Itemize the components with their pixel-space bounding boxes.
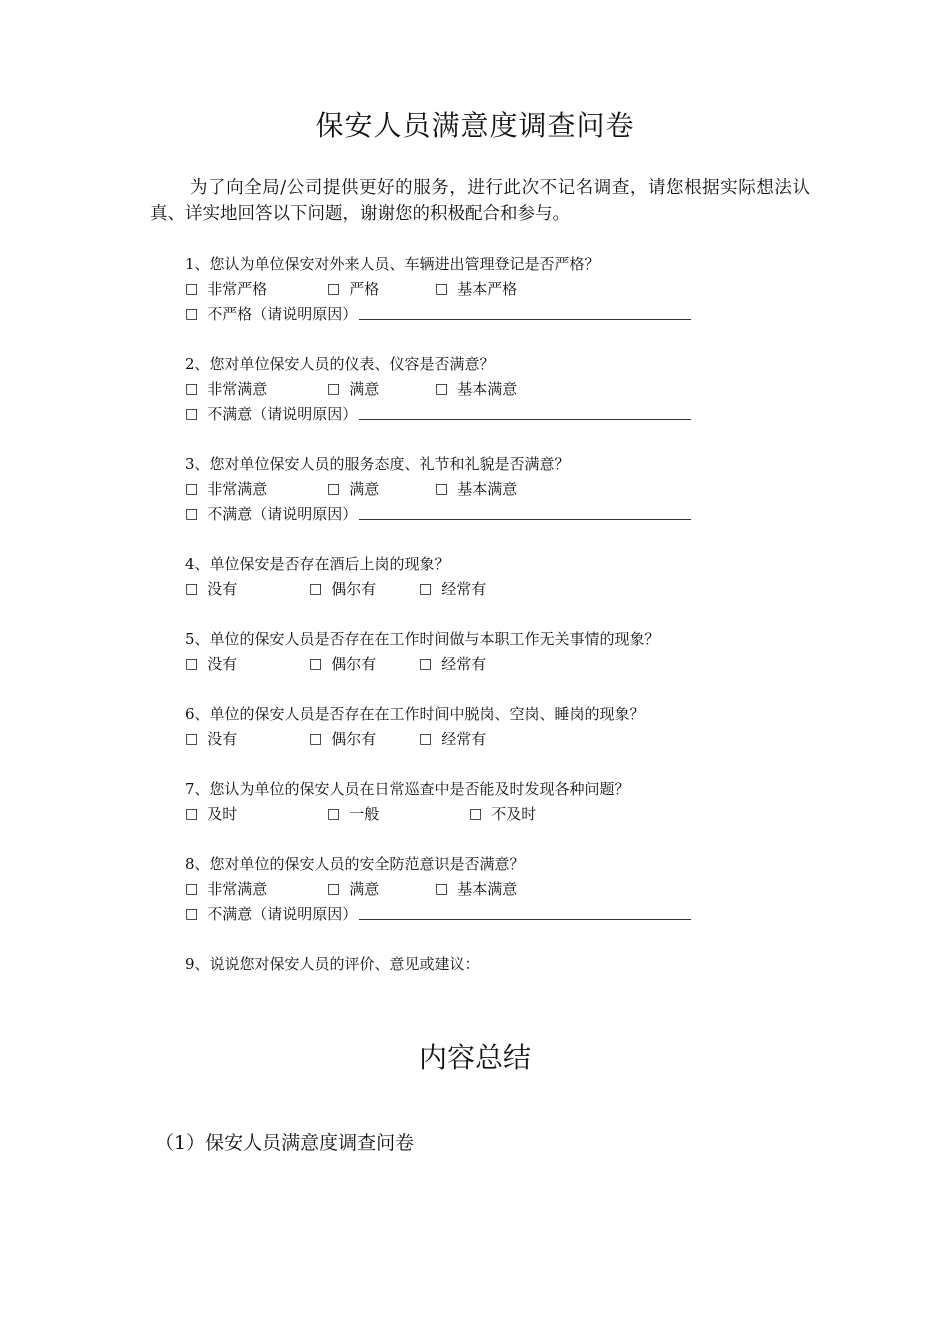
option-label: 经常有 bbox=[441, 580, 487, 598]
option-label: 基本严格 bbox=[457, 280, 518, 298]
option-checkbox[interactable] bbox=[185, 877, 327, 902]
option-checkbox[interactable] bbox=[309, 652, 419, 677]
option-label: 及时 bbox=[207, 805, 238, 823]
option-checkbox[interactable] bbox=[469, 802, 536, 827]
option-checkbox[interactable] bbox=[419, 577, 486, 602]
option-label: 满意 bbox=[349, 480, 380, 498]
checkbox-icon[interactable]: □ bbox=[327, 881, 341, 897]
question-text: 2、您对单位保安人员的仪表、仪容是否满意？ bbox=[185, 355, 495, 373]
option-label: 满意 bbox=[349, 880, 380, 898]
option-label: 非常满意 bbox=[207, 380, 268, 398]
checkbox-icon[interactable]: □ bbox=[185, 406, 199, 422]
option-checkbox[interactable] bbox=[309, 727, 419, 752]
option-checkbox[interactable] bbox=[185, 377, 327, 402]
option-checkbox[interactable] bbox=[185, 302, 357, 327]
other-option-row bbox=[185, 902, 745, 927]
option-checkbox[interactable] bbox=[185, 502, 357, 527]
summary-title: 内容总结 bbox=[418, 1041, 531, 1074]
checkbox-icon[interactable]: □ bbox=[185, 281, 199, 297]
checkbox-icon[interactable]: □ bbox=[185, 581, 199, 597]
question-7 bbox=[185, 777, 745, 827]
option-label: 不及时 bbox=[491, 805, 537, 823]
reason-blank-line[interactable] bbox=[359, 902, 691, 920]
question-text: 4、单位保安是否存在酒后上岗的现象？ bbox=[185, 555, 450, 573]
option-row bbox=[185, 877, 745, 902]
question-3 bbox=[185, 452, 745, 527]
checkbox-icon[interactable]: □ bbox=[185, 506, 199, 522]
option-label: 没有 bbox=[207, 580, 238, 598]
other-option-row bbox=[185, 302, 745, 327]
option-label: 非常严格 bbox=[207, 280, 268, 298]
question-9 bbox=[185, 952, 745, 977]
option-label: 不满意（请说明原因） bbox=[207, 405, 358, 423]
question-list bbox=[185, 252, 745, 1002]
option-label: 一般 bbox=[349, 805, 380, 823]
question-text: 7、您认为单位的保安人员在日常巡查中是否能及时发现各种问题？ bbox=[185, 780, 630, 798]
option-checkbox[interactable] bbox=[327, 477, 435, 502]
option-row bbox=[185, 652, 745, 677]
option-checkbox[interactable] bbox=[185, 402, 357, 427]
checkbox-icon[interactable]: □ bbox=[435, 481, 449, 497]
checkbox-icon[interactable]: □ bbox=[469, 806, 483, 822]
option-checkbox[interactable] bbox=[327, 277, 435, 302]
option-label: 不满意（请说明原因） bbox=[207, 905, 358, 923]
option-label: 没有 bbox=[207, 655, 238, 673]
option-checkbox[interactable] bbox=[419, 652, 486, 677]
option-label: 偶尔有 bbox=[331, 655, 377, 673]
reason-blank-line[interactable] bbox=[359, 402, 691, 420]
option-row bbox=[185, 277, 745, 302]
checkbox-icon[interactable]: □ bbox=[185, 306, 199, 322]
summary-item: （1）保安人员满意度调查问卷 bbox=[155, 1132, 415, 1154]
option-label: 经常有 bbox=[441, 730, 487, 748]
checkbox-icon[interactable]: □ bbox=[327, 481, 341, 497]
option-checkbox[interactable] bbox=[185, 802, 327, 827]
option-checkbox[interactable] bbox=[309, 577, 419, 602]
reason-blank-line[interactable] bbox=[359, 502, 691, 520]
option-row bbox=[185, 802, 745, 827]
option-checkbox[interactable] bbox=[185, 277, 327, 302]
checkbox-icon[interactable]: □ bbox=[185, 881, 199, 897]
checkbox-icon[interactable]: □ bbox=[419, 731, 433, 747]
question-text: 3、您对单位保安人员的服务态度、礼节和礼貌是否满意？ bbox=[185, 455, 570, 473]
question-5 bbox=[185, 627, 745, 677]
question-text: 8、您对单位的保安人员的安全防范意识是否满意？ bbox=[185, 855, 525, 873]
option-checkbox[interactable] bbox=[185, 727, 309, 752]
option-label: 偶尔有 bbox=[331, 730, 377, 748]
question-2 bbox=[185, 352, 745, 427]
checkbox-icon[interactable]: □ bbox=[185, 481, 199, 497]
page-title: 保安人员满意度调查问卷 bbox=[315, 109, 635, 142]
checkbox-icon[interactable]: □ bbox=[185, 731, 199, 747]
option-checkbox[interactable] bbox=[327, 802, 469, 827]
checkbox-icon[interactable]: □ bbox=[435, 381, 449, 397]
option-label: 严格 bbox=[349, 280, 380, 298]
option-label: 经常有 bbox=[441, 655, 487, 673]
checkbox-icon[interactable]: □ bbox=[185, 656, 199, 672]
option-label: 不严格（请说明原因） bbox=[207, 305, 358, 323]
intro-paragraph: 为了向全局/公司提供更好的服务，进行此次不记名调查，请您根据实际想法认真、详实地回答以下问题，谢谢您的积极配合和参与。 bbox=[150, 178, 810, 224]
option-label: 非常满意 bbox=[207, 480, 268, 498]
checkbox-icon[interactable]: □ bbox=[327, 806, 341, 822]
option-checkbox[interactable] bbox=[327, 877, 435, 902]
other-option-row bbox=[185, 402, 745, 427]
option-label: 基本满意 bbox=[457, 480, 518, 498]
checkbox-icon[interactable]: □ bbox=[185, 381, 199, 397]
option-row bbox=[185, 577, 745, 602]
option-checkbox[interactable] bbox=[435, 877, 517, 902]
option-checkbox[interactable] bbox=[185, 577, 309, 602]
checkbox-icon[interactable]: □ bbox=[419, 581, 433, 597]
checkbox-icon[interactable]: □ bbox=[327, 381, 341, 397]
checkbox-icon[interactable]: □ bbox=[309, 581, 323, 597]
checkbox-icon[interactable]: □ bbox=[327, 281, 341, 297]
option-label: 没有 bbox=[207, 730, 238, 748]
option-checkbox[interactable] bbox=[435, 377, 517, 402]
option-row bbox=[185, 377, 745, 402]
question-6 bbox=[185, 702, 745, 752]
checkbox-icon[interactable]: □ bbox=[435, 281, 449, 297]
other-option-row bbox=[185, 502, 745, 527]
checkbox-icon[interactable]: □ bbox=[185, 806, 199, 822]
option-checkbox[interactable] bbox=[435, 477, 517, 502]
option-checkbox[interactable] bbox=[419, 727, 486, 752]
question-text: 6、单位的保安人员是否存在在工作时间中脱岗、空岗、睡岗的现象？ bbox=[185, 705, 645, 723]
option-checkbox[interactable] bbox=[435, 277, 517, 302]
question-8 bbox=[185, 852, 745, 927]
option-checkbox[interactable] bbox=[185, 477, 327, 502]
question-text: 1、您认为单位保安对外来人员、车辆进出管理登记是否严格？ bbox=[185, 255, 600, 273]
question-text: 5、单位的保安人员是否存在在工作时间做与本职工作无关事情的现象？ bbox=[185, 630, 660, 648]
checkbox-icon[interactable]: □ bbox=[185, 906, 199, 922]
question-1 bbox=[185, 252, 745, 327]
option-checkbox[interactable] bbox=[327, 377, 435, 402]
checkbox-icon[interactable]: □ bbox=[309, 731, 323, 747]
option-label: 基本满意 bbox=[457, 880, 518, 898]
option-row bbox=[185, 477, 745, 502]
option-label: 基本满意 bbox=[457, 380, 518, 398]
option-label: 满意 bbox=[349, 380, 380, 398]
option-checkbox[interactable] bbox=[185, 652, 309, 677]
option-label: 不满意（请说明原因） bbox=[207, 505, 358, 523]
checkbox-icon[interactable]: □ bbox=[309, 656, 323, 672]
checkbox-icon[interactable]: □ bbox=[419, 656, 433, 672]
question-text: 9、说说您对保安人员的评价、意见或建议： bbox=[185, 955, 480, 973]
reason-blank-line[interactable] bbox=[359, 302, 691, 320]
option-checkbox[interactable] bbox=[185, 902, 357, 927]
option-label: 偶尔有 bbox=[331, 580, 377, 598]
question-4 bbox=[185, 552, 745, 602]
option-row bbox=[185, 727, 745, 752]
option-label: 非常满意 bbox=[207, 880, 268, 898]
checkbox-icon[interactable]: □ bbox=[435, 881, 449, 897]
